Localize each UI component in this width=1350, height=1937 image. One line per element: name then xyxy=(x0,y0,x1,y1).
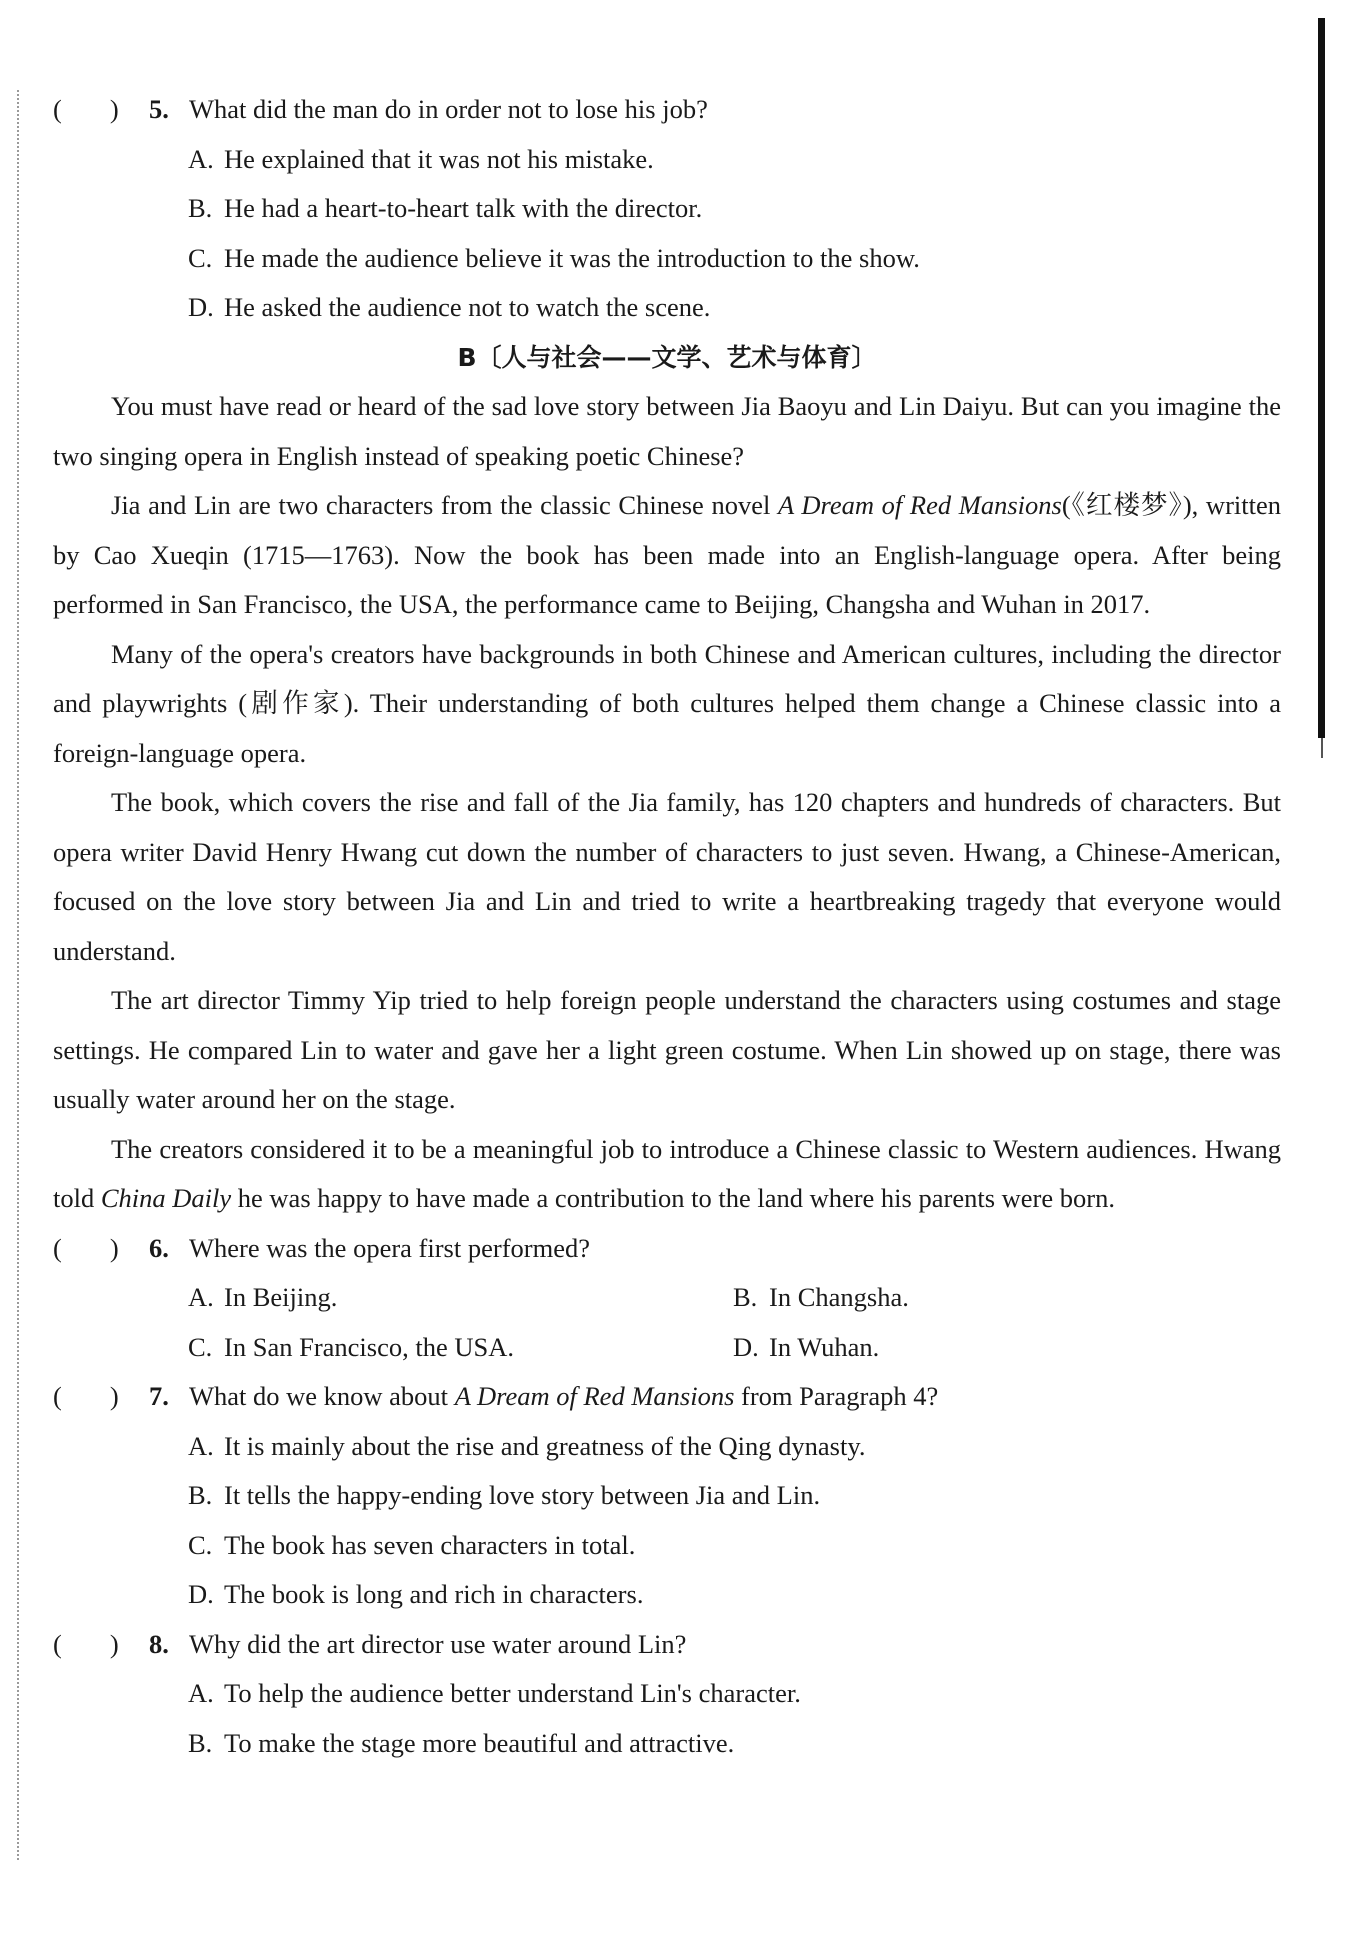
page-edge-mark xyxy=(1321,738,1323,758)
option-b: B. To make the stage more beautiful and attractive. xyxy=(188,1727,735,1758)
passage-paragraph-4: The book, which covers the rise and fall of the Jia family, has 120 chapters and hundreds of characters. But opera writer David Henry Hwang cut down the number of characters to just seven. Hwang, a Chinese-American, focused on the love story between Jia and Lin and tried to write a heartbreaking tragedy that everyone would understand. xyxy=(53,787,1281,966)
option-a: A. In Beijing. xyxy=(188,1282,338,1312)
option-row xyxy=(53,1273,1281,1323)
question-number: 5. xyxy=(149,94,169,124)
answer-blank[interactable]: ( ) xyxy=(53,1232,119,1263)
passage-paragraph-5: The art director Timmy Yip tried to help foreign people understand the characters using costumes and stage settings. He compared Lin to water and gave her a light green costume. When Lin showed up on stage, there was usually water around her on the stage. xyxy=(53,985,1281,1114)
section-heading: B〔人与社会——文学、艺术与体育〕 xyxy=(457,342,877,372)
worksheet-content xyxy=(53,85,1281,1768)
passage-paragraph-3: Many of the opera's creators have backgrounds in both Chinese and American cultures, including the director and playwrights (剧作家). Their understanding of both cultures helped them change a Chinese classic into a foreign-language opera. xyxy=(53,638,1281,768)
passage-paragraph-1: You must have read or heard of the sad love story between Jia Baoyu and Lin Daiyu. But can you imagine the two singing opera in English instead of speaking poetic Chinese? xyxy=(53,391,1281,471)
option-d: D. He asked the audience not to watch the scene. xyxy=(188,292,711,322)
question-stem: What did the man do in order not to lose his job? xyxy=(189,94,708,124)
option-c: C. The book has seven characters in total. xyxy=(188,1529,636,1560)
novel-title: A Dream of Red Mansions xyxy=(777,490,1062,520)
option-c: C. In San Francisco, the USA. xyxy=(188,1331,514,1362)
option-c: C. He made the audience believe it was the introduction to the show. xyxy=(188,242,920,273)
answer-blank[interactable]: ( ) xyxy=(53,1628,119,1659)
option-row xyxy=(53,1323,1281,1373)
question-stem: What do we know about A Dream of Red Mansions from Paragraph 4? xyxy=(189,1381,939,1411)
answer-blank[interactable]: ( ) xyxy=(53,94,119,124)
question-7 xyxy=(53,1372,1281,1422)
newspaper-title: China Daily xyxy=(100,1183,232,1213)
option-b: B. He had a heart-to-heart talk with the director. xyxy=(188,193,703,223)
option-a: A. He explained that it was not his mistake. xyxy=(188,143,654,174)
question-number: 8. xyxy=(149,1628,169,1659)
answer-blank[interactable]: ( ) xyxy=(53,1381,119,1411)
binding-margin-line xyxy=(17,90,19,1860)
question-number: 7. xyxy=(149,1381,169,1411)
page-edge-bar xyxy=(1318,18,1325,738)
question-stem: Why did the art director use water around Lin? xyxy=(189,1628,687,1659)
option-b: B. In Changsha. xyxy=(733,1282,909,1312)
question-8 xyxy=(53,1620,1281,1670)
question-6 xyxy=(53,1224,1281,1274)
option-b: B. It tells the happy-ending love story between Jia and Lin. xyxy=(188,1480,821,1510)
question-5 xyxy=(53,85,1281,135)
option-d: D. In Wuhan. xyxy=(733,1331,880,1362)
question-stem: Where was the opera first performed? xyxy=(189,1232,590,1263)
option-a: A. To help the audience better understand Lin's character. xyxy=(188,1678,801,1708)
passage-paragraph-2: Jia and Lin are two characters from the classic Chinese novel A Dream of Red Mansions(《红楼梦》), written by Cao Xueqin (1715—1763). Now the book has been made into an English-language opera. After being performed in San Francisco, the USA, the performance came to Beijing, Changsha and Wuhan in 2017. xyxy=(53,490,1281,619)
question-number: 6. xyxy=(149,1232,169,1263)
option-a: A. It is mainly about the rise and greatness of the Qing dynasty. xyxy=(188,1430,866,1461)
passage-paragraph-6: The creators considered it to be a meaningful job to introduce a Chinese classic to Western audiences. Hwang told China Daily he was happy to have made a contribution to the land where his parents were born. xyxy=(53,1133,1281,1213)
option-d: D. The book is long and rich in characters. xyxy=(188,1579,644,1609)
